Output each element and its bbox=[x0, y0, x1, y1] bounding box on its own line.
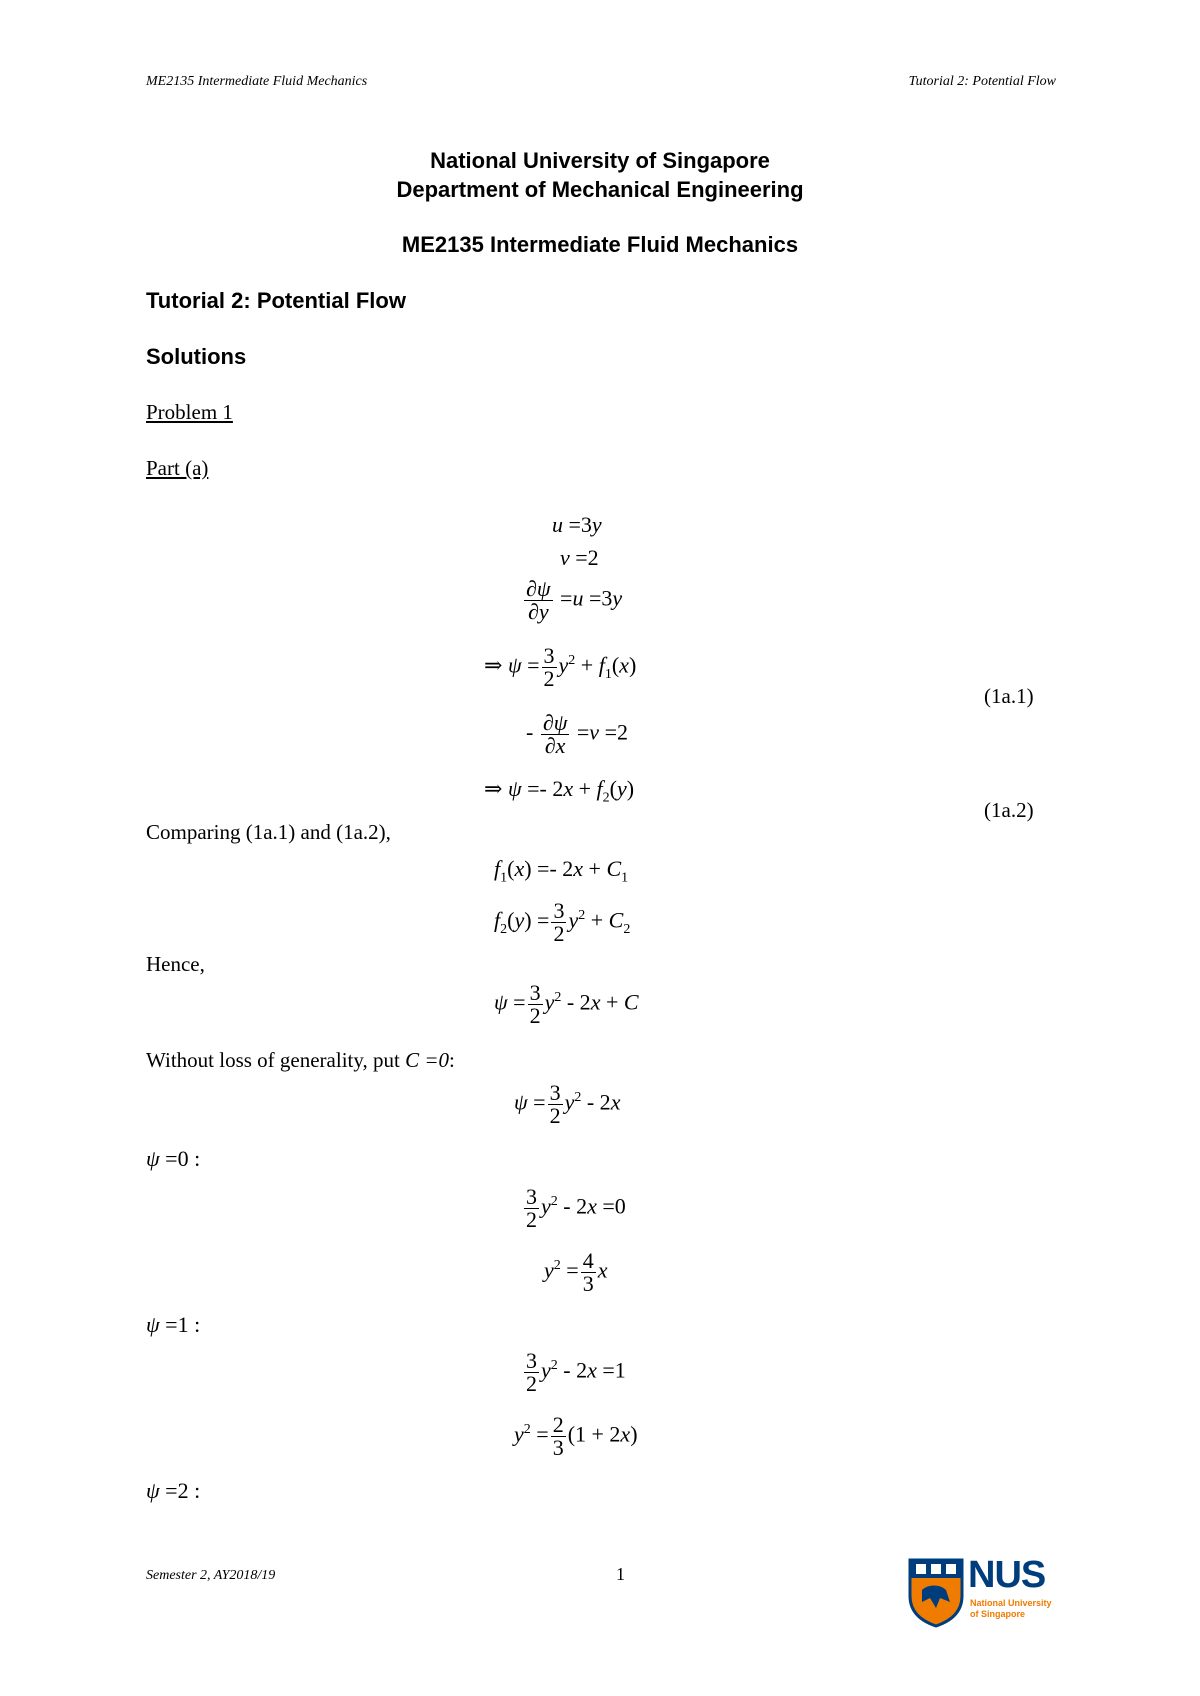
equation-psi-1: ψ =1 : bbox=[146, 1312, 201, 1337]
without-loss-text: Without loss of generality, put C =0: bbox=[146, 1048, 455, 1072]
nus-logo bbox=[906, 1556, 1056, 1628]
equation-c-zero: C =0 bbox=[405, 1048, 450, 1072]
equation-dpsi-dx: - $\frac{\partial\psi}{\partial x}$ =v =2 bbox=[526, 710, 628, 758]
equation-u: u =3y bbox=[552, 512, 602, 537]
page-number: 1 bbox=[616, 1564, 625, 1584]
equation-psi-f1: ⇒ ψ = $\frac{3}{2}$ $y^2 + f_1(x)$ bbox=[484, 643, 637, 691]
equation-f1: $f_1(x) =- 2x + C_1$ bbox=[494, 856, 629, 886]
equation-parabola-1: $y^2$ = $\frac{2}{3}$ (1 + 2x) bbox=[514, 1412, 638, 1460]
equation-psi-f2: ⇒ $\psi =- 2x + f_2(y)$ bbox=[484, 776, 635, 806]
equation-streamline-1: $\frac{3}{2}$ $y^2 - 2x =1$ bbox=[526, 1348, 626, 1396]
header-right: Tutorial 2: Potential Flow bbox=[908, 74, 1056, 89]
nus-logo-subtext bbox=[970, 1598, 1052, 1620]
problem-heading: Problem 1 bbox=[146, 400, 233, 424]
tutorial-title: Tutorial 2: Potential Flow bbox=[146, 288, 406, 313]
department-title: Department of Mechanical Engineering bbox=[396, 177, 804, 202]
hence-text: Hence, bbox=[146, 952, 205, 976]
solutions-heading: Solutions bbox=[146, 344, 247, 369]
equation-dpsi-dy: $\frac{\partial\psi}{\partial y}$ =u =3y bbox=[526, 576, 623, 624]
part-heading: Part (a) bbox=[146, 456, 209, 480]
nus-logo-text: NUS bbox=[968, 1554, 1046, 1596]
equation-number-1a2: (1a.2) bbox=[984, 798, 1034, 822]
header-left: ME2135 Intermediate Fluid Mechanics bbox=[146, 74, 368, 89]
comparing-text: Comparing (1a.1) and (1a.2), bbox=[146, 820, 391, 844]
equation-parabola-0: $y^2$ = $\frac{4}{3}$ x bbox=[544, 1248, 608, 1296]
equation-v: v =2 bbox=[560, 545, 599, 570]
equation-psi-0: ψ =0 : bbox=[146, 1146, 201, 1171]
equation-psi-2: ψ =2 : bbox=[146, 1478, 201, 1503]
nus-logo-subtext-line1: National University bbox=[970, 1598, 1052, 1608]
university-title: National University of Singapore bbox=[430, 148, 770, 173]
course-title: ME2135 Intermediate Fluid Mechanics bbox=[401, 232, 799, 257]
footer-semester: Semester 2, AY2018/19 bbox=[146, 1568, 276, 1583]
equation-psi-final: ψ = $\frac{3}{2}$ $y^2 - 2x$ bbox=[514, 1080, 621, 1128]
without-loss-label: Without loss of generality, put bbox=[146, 1048, 400, 1072]
nus-logo-subtext-line2: of Singapore bbox=[970, 1609, 1026, 1619]
equation-streamline-0: $\frac{3}{2}$ $y^2 - 2x =0$ bbox=[526, 1184, 626, 1232]
equation-number-1a1: (1a.1) bbox=[984, 684, 1034, 708]
nus-crest-icon bbox=[906, 1556, 966, 1628]
equation-psi-general: ψ = $\frac{3}{2}$ $y^2 - 2x + C$ bbox=[494, 980, 639, 1028]
equation-f2: $f_2(y)$ = $\frac{3}{2}$ $y^2 + C_2$ bbox=[494, 898, 631, 946]
